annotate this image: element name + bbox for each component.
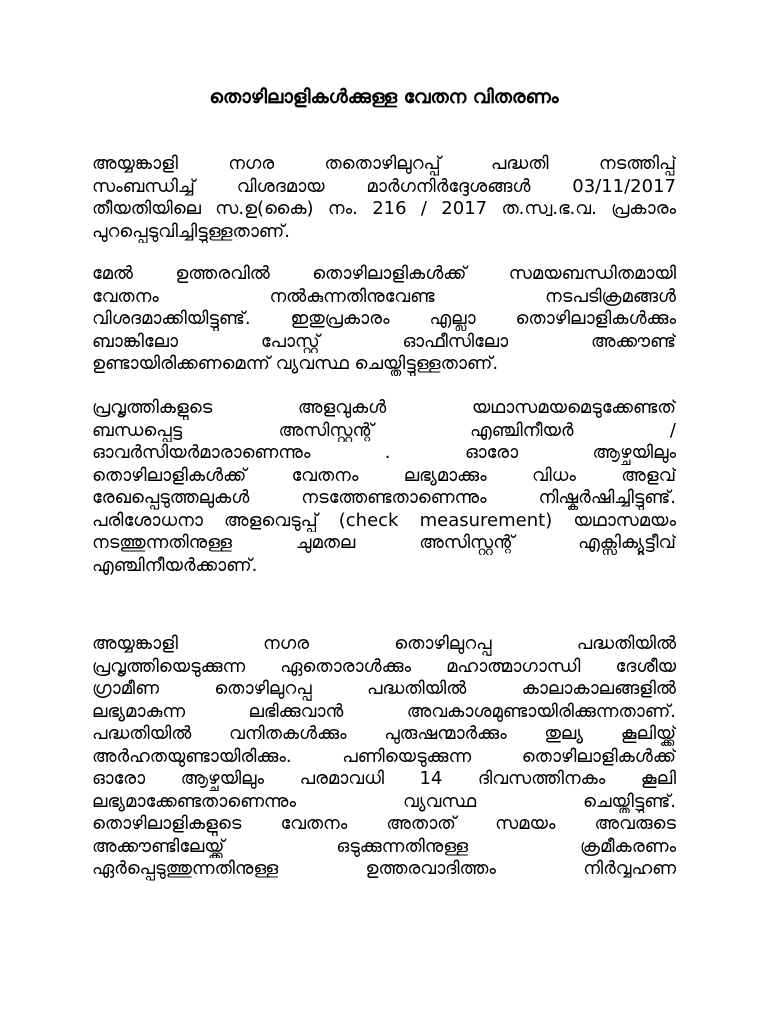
text-line: അക്കൗണ്ടിലേയ്ക്ക് ഒടുക്കുന്നതിനുള്ള ക്രമീകരണം xyxy=(92,835,676,857)
text-line: മേൽ ഉത്തരവിൽ തൊഴിലാളികൾക്ക് സമയബന്ധിതമായി xyxy=(92,263,676,284)
text-line: ഓരോ ആഴ്ചയിലും പരമാവധി 14 ദിവസത്തിനകം കൂലി xyxy=(92,768,676,789)
text-line: എഞ്ചിനീയർക്കാണ്. xyxy=(92,554,258,576)
text-line: അയ്യങ്കാളി നഗര തതൊഴിലുറപ്പ് പദ്ധതി നടത്തിപ്പ് xyxy=(92,153,676,174)
text-line: വിശദമാക്കിയിട്ടുണ്ട്. ഇതുപ്രകാരം എല്ലാ തൊഴിലാളികൾക്കും xyxy=(92,308,676,329)
text-line: ബാങ്കിലോ പോസ്റ്റ് ഓഫീസിലോ അക്കൗണ്ട് xyxy=(92,330,676,352)
text-line: തൊഴിലാളികളുടെ വേതനം അതാത് സമയം അവരുടെ xyxy=(92,813,676,834)
text-line: ബന്ധപ്പെട്ട അസിസ്റ്റന്റ് എഞ്ചിനീയർ / xyxy=(92,419,676,441)
paragraph-3 xyxy=(92,397,676,577)
text-line: പ്രവൃത്തികളുടെ അളവുകൾ യഥാസമയമെടുക്കേണ്ടത് xyxy=(92,397,676,418)
text-line: ലഭ്യമാക്കേണ്ടതാണെന്നും വ്യവസ്ഥ ചെയ്തിട്ടുണ്ട്. xyxy=(92,790,676,812)
text-line: പ്രവൃത്തിയെടുക്കുന്ന ഏതൊരാൾക്കും മഹാത്മാഗാന്ധി ദേശീയ xyxy=(92,655,676,677)
text-line: തീയതിയിലെ സ.ഉ(കൈ) നം. 216 / 2017 ത.സ്വ.ഭ.വ. പ്രകാരം xyxy=(92,198,676,219)
paragraph-2 xyxy=(92,263,676,376)
text-line: പുറപ്പെടുവിച്ചിട്ടുള്ളതാണ്. xyxy=(92,220,291,242)
text-line: ഉണ്ടായിരിക്കണമെന്ന് വ്യവസ്ഥ ചെയ്തിട്ടുള്ളതാണ്. xyxy=(92,353,499,374)
text-line: ഗ്രാമീണ തൊഴിലുറപ്പു പദ്ധതിയിൽ കാലാകാലങ്ങളിൽ xyxy=(92,678,676,699)
text-line: അർഹതയുണ്ടായിരിക്കും. പണിയെടുക്കുന്ന തൊഴിലാളികൾക്ക് xyxy=(92,745,676,767)
text-line: ലഭ്യമാകുന്ന ലഭിക്കുവാൻ അവകാശമുണ്ടായിരിക്കുന്നതാണ്. xyxy=(92,700,676,722)
text-line: നടത്തുന്നതിനുള്ള ചുമതല അസിസ്റ്റന്റ് എക്സിക്യൂട്ടീവ് xyxy=(92,532,676,553)
document-title: തൊഴിലാളികൾക്കുള്ള വേതന വിതരണം xyxy=(209,86,559,108)
text-line: സംബന്ധിച്ച് വിശദമായ മാർഗനിർദ്ദേശങ്ങൾ 03/11/2017 xyxy=(92,175,676,197)
text-line: തൊഴിലാളികൾക്ക് വേതനം ലഭ്യമാക്കും വിധം അളവ് xyxy=(92,464,676,486)
text-line: ഓവർസിയർമാരാണെന്നും . ഓരോ ആഴ്ചയിലും xyxy=(92,442,676,463)
text-line: പരിശോധനാ അളവെടുപ്പ് (check measurement) യഥാസമയം xyxy=(92,509,676,531)
text-line: വേതനം നൽകുന്നതിനുവേണ്ട നടപടിക്രമങ്ങൾ xyxy=(92,285,676,307)
paragraph-4 xyxy=(92,633,676,881)
text-line: അയ്യങ്കാളി നഗര തൊഴിലുറപ്പു പദ്ധതിയിൽ xyxy=(92,633,676,654)
text-line: ഏർപ്പെടുത്തുന്നതിനുള്ള ഉത്തരവാദിത്തം നിർവ്വഹണ xyxy=(92,858,676,879)
text-line: രേഖപ്പെടുത്തലുകൾ നടത്തേണ്ടതാണെന്നും നിഷ്കർഷിച്ചിട്ടുണ്ട്. xyxy=(92,487,676,508)
text-line: പദ്ധതിയിൽ വനിതകൾക്കും പുരുഷന്മാർക്കും തുല്യ കൂലിയ്ക്ക് xyxy=(92,723,676,744)
paragraph-1 xyxy=(92,153,676,243)
